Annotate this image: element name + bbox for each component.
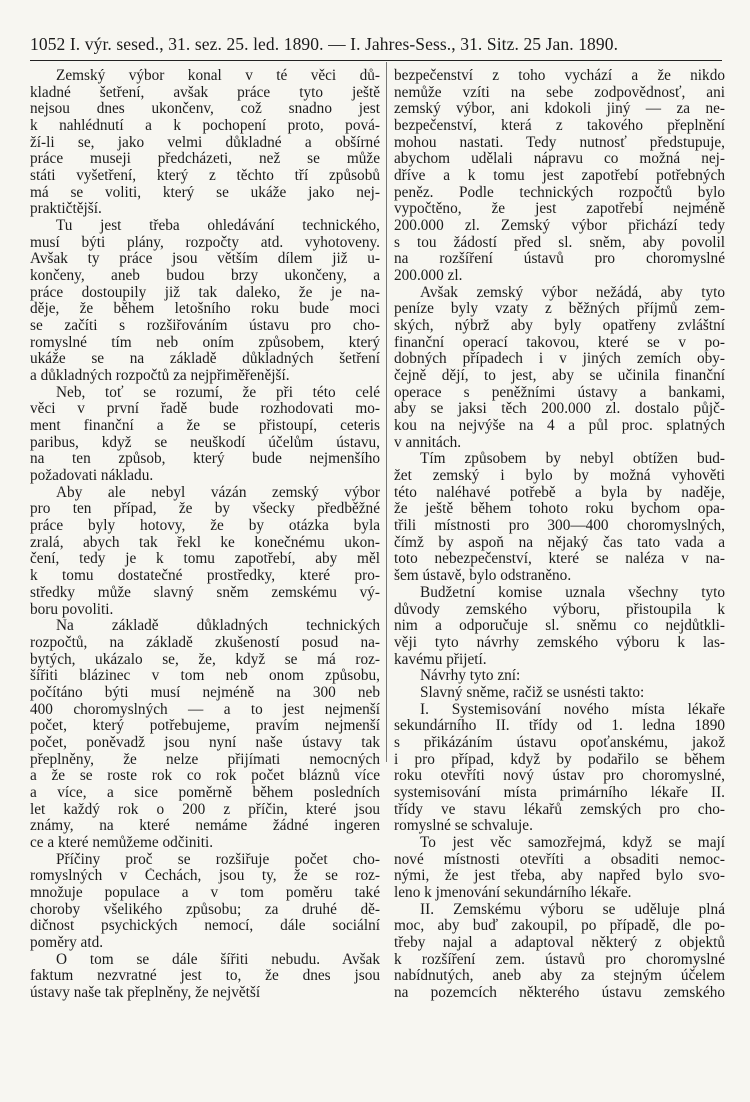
text-line: bytých, ukázalo se, že, když se má roz-: [30, 651, 380, 668]
text-line: Budžetní komise uznala všechny tyto: [420, 584, 725, 601]
text-line: práce dostoupily již tak daleko, že je na-: [30, 284, 380, 301]
text-line: děje, že během letošního roku bude moci: [30, 301, 380, 318]
text-line: čení, tedy je k tomu zapotřebí, aby měl: [30, 551, 380, 568]
text-line: i pro případ, když by podařilo se během: [394, 751, 725, 768]
text-line: finanční operací takovou, které se v po-: [394, 334, 725, 351]
text-line: operace s peněžními ústavy a bankami,: [394, 384, 725, 401]
text-line: dobných případech i v jiných zemích oby-: [394, 351, 725, 368]
text-line: moc, aby buď zakoupil, po případě, dle po-: [394, 918, 725, 935]
text-line: s přikázáním ústavu opoťanskému, jakož: [394, 734, 725, 751]
text-line: let každý rok o 200 z příčin, které jsou: [30, 801, 380, 818]
text-line: pro ten případ, že by všecky předběžné: [30, 501, 380, 518]
column-divider: [386, 62, 387, 762]
text-line: To jest věc samozřejmá, když se mají: [420, 834, 725, 851]
text-line: nim a odporučuje sl. sněmu co nejdůtkli-: [394, 618, 725, 635]
text-line: toto nebezpečenství, které se naléza v na-: [394, 551, 725, 568]
text-line: důvody zemského výboru, přistoupila k: [394, 601, 725, 618]
text-line: bezpečenství z toho vychází a že nikdo: [394, 68, 725, 84]
text-line: kavému přijetí.: [394, 651, 487, 668]
text-line: Tu jest třeba ohledávání technického,: [56, 218, 380, 235]
text-line: O tom se dále šířiti nebudu. Avšak: [56, 951, 380, 968]
text-line: šířiti blázinec v tom neb onom způsobu,: [30, 668, 380, 685]
text-line: věji tyto návrhy zemského výboru k las-: [394, 634, 725, 651]
text-line: romyslných v Čechách, jsou ty, že se roz-: [30, 868, 380, 885]
text-line: této naléhavé potřebě a byla by naděje,: [394, 484, 725, 501]
text-line: známy, na které nemáme žádné ingeren: [30, 818, 380, 835]
text-line: roku otevříti nový ústav pro choromyslné,: [394, 768, 725, 785]
text-line: množuje populace a v tom poměru také: [30, 884, 380, 901]
text-line: na rozšíření ústavů pro choromyslné: [394, 251, 725, 268]
text-line: v annitách.: [394, 434, 462, 451]
text-line: čejně dějí, to jest, aby se učinila finanční: [394, 368, 725, 385]
text-line: peníze byly vzaty z běžných příjmů zem-: [394, 301, 725, 318]
text-line: třeby najal a adaptoval některý z objektů: [394, 934, 725, 951]
header-rule: [30, 60, 722, 61]
text-line: dříve a k tomu jest zapotřebí potřebných: [394, 168, 725, 185]
text-line: třili místnosti pro 300—400 choromyslných,: [394, 518, 725, 535]
text-line: Avšak ty práce jsou větším dílem již u-: [30, 251, 380, 268]
text-line: zemský výbor, ani kdokoli jiný — za ne-: [394, 101, 725, 118]
text-line: leno k jmenování sekundárního lékaře.: [394, 884, 632, 901]
text-line: ží-li se, jako velmi důkladné a obšírné: [30, 134, 380, 151]
text-line: boru povoliti.: [30, 601, 114, 618]
text-line: rozpočtů, na základě zkušeností posud na-: [30, 634, 380, 651]
text-line: dičnost psychických nemocí, dále sociální: [30, 918, 380, 935]
text-line: Návrhy tyto zní:: [420, 668, 521, 685]
text-line: 400 choromyslných — a to jest nejmenší: [30, 701, 380, 718]
text-line: Zemský výbor konal v té věci dů-: [56, 68, 380, 84]
text-line: II. Zemskému výboru se uděluje plná: [420, 901, 725, 918]
page-header: 1052 I. výr. sesed., 31. sez. 25. led. 1890. — I. Jahres-Sess., 31. Sitz. 25 Jan. 1890.: [30, 34, 619, 54]
text-line: 200.000 zl. Zemský výbor přichází tedy: [394, 218, 725, 235]
text-line: nemůže vzíti na sebe zodpovědnosť, ani: [394, 84, 725, 101]
text-line: státi vyšetření, který z těchto tří způsobů: [30, 168, 380, 185]
text-line: faktum nezvratné jest to, že dnes jsou: [30, 968, 380, 985]
text-line: abychom udělali nápravu co možná nej-: [394, 151, 725, 168]
text-line: Na základě důkladných technických: [56, 618, 380, 635]
text-line: má se voliti, který se ukáže jako nej-: [30, 184, 380, 201]
text-line: romyslné se schvaluje.: [394, 818, 533, 835]
text-line: čímž by aspoň na nějaký čas tato vada a: [394, 534, 725, 551]
text-line: se začíti s rozšiřováním ústavu pro cho-: [30, 318, 380, 335]
text-line: k tomu dostatečné prostředky, které pro-: [30, 568, 380, 585]
text-line: práce byly hotovy, že by otázka byla: [30, 518, 380, 535]
text-line: k nahlédnutí a k pochopení proto, pová-: [30, 118, 380, 135]
text-line: paribus, když se neuškodí účelům ústavu,: [30, 434, 380, 451]
text-line: Tím způsobem by nebyl obtížen bud-: [420, 451, 725, 468]
text-line: Příčiny proč se rozšiřuje počet cho-: [56, 851, 380, 868]
text-line: praktičtější.: [30, 201, 102, 218]
text-line: peněz. Podle technických rozpočtů bylo: [394, 184, 725, 201]
text-line: žet zemský i bylo by možná vyhověti: [394, 468, 725, 485]
text-line: s tou žádostí před sl. sněm, aby povolil: [394, 234, 725, 251]
text-line: přeplněny, že nelze přijímati nemocných: [30, 751, 380, 768]
text-line: Neb, toť se rozumí, že při této celé: [56, 384, 380, 401]
left-column: [30, 68, 380, 1002]
text-line: k rozšíření zem. ústavů pro choromyslné: [394, 951, 725, 968]
text-line: bezpečenství, která z takového přeplnění: [394, 118, 725, 135]
text-line: I. Systemisování nového místa lékaře: [420, 701, 725, 718]
text-line: ce a které nemůžeme odčiniti.: [30, 834, 214, 851]
text-line: kladné šetření, avšak práce tyto ještě: [30, 84, 380, 101]
text-line: zralá, abych tak řekl ke konečnému ukon-: [30, 534, 380, 551]
text-line: aby se jaksi těch 200.000 zl. dostalo půjč-: [394, 401, 725, 418]
text-line: požadovati nákladu.: [30, 468, 154, 485]
text-line: počet, poněvadž jsou nyní naše ústavy tak: [30, 734, 380, 751]
text-line: sekundárního II. třídy od 1. ledna 1890: [394, 718, 725, 735]
text-line: končeny, aneb budou brzy ukončeny, a: [30, 268, 380, 285]
text-line: šem ústavě, bylo odstraněno.: [394, 568, 572, 585]
text-line: mohou nastati. Tedy nutnosť předstupuje,: [394, 134, 725, 151]
text-line: nými, že jest třeba, aby napřed bylo svo-: [394, 868, 725, 885]
text-line: a více, a sice poměrně během posledních: [30, 784, 380, 801]
text-line: věci v první řadě bude rozhodovati mo-: [30, 401, 380, 418]
text-line: na pozemcích některého ústavu zemského: [394, 984, 725, 1001]
text-line: Avšak zemský výbor nežádá, aby tyto: [420, 284, 725, 301]
text-line: počítáno býti musí nejméně na 300 neb: [30, 684, 380, 701]
text-line: vypočtěno, že jest zapotřebí nejméně: [394, 201, 725, 218]
text-line: ských, nýbrž aby byly opatřeny zvláštní: [394, 318, 725, 335]
text-line: středky může slavný sněm zemskému vý-: [30, 584, 380, 601]
text-line: a že se roste rok co rok počet bláznů více: [30, 768, 380, 785]
text-line: systemisování místa primárního lékaře II.: [394, 784, 725, 801]
text-line: práce museji předcházeti, než se může: [30, 151, 380, 168]
text-line: Aby ale nebyl vázán zemský výbor: [56, 484, 380, 501]
text-line: počet, který potřebujeme, pravím nejmenší: [30, 718, 380, 735]
right-column: [394, 68, 725, 1002]
text-line: nové místnosti otevříti a obsaditi nemoc-: [394, 851, 725, 868]
text-line: ment finanční a že se přistoupí, ceteris: [30, 418, 380, 435]
text-line: nabídnutých, aneb aby za stejným účelem: [394, 968, 725, 985]
text-line: a důkladných rozpočtů za nejpřiměřenější.: [30, 368, 290, 385]
text-line: kou na nejvýše na 4 a půl proc. splatných: [394, 418, 725, 435]
text-line: nejsou dnes ukončenv, což snadno jest: [30, 101, 380, 118]
text-line: na ten způsob, který bude nejmenšího: [30, 451, 380, 468]
text-line: poměry atd.: [30, 934, 104, 951]
text-line: Slavný sněme, račiž se usnésti takto:: [420, 684, 645, 701]
text-line: třídy ve stavu lékařů zemských pro cho-: [394, 801, 725, 818]
text-line: choroby všelikého způsobu; za druhé dě-: [30, 901, 380, 918]
text-line: ukáže se na základě důkladných šetření: [30, 351, 380, 368]
text-line: 200.000 zl.: [394, 268, 463, 285]
text-line: romyslné tím neb oním způsobem, který: [30, 334, 380, 351]
text-line: ústavy naše tak přeplněny, že největší: [30, 984, 261, 1001]
text-line: musí býti plány, rozpočty atd. vyhotoveny.: [30, 234, 380, 251]
text-line: že ještě během tohoto roku bychom opa-: [394, 501, 725, 518]
